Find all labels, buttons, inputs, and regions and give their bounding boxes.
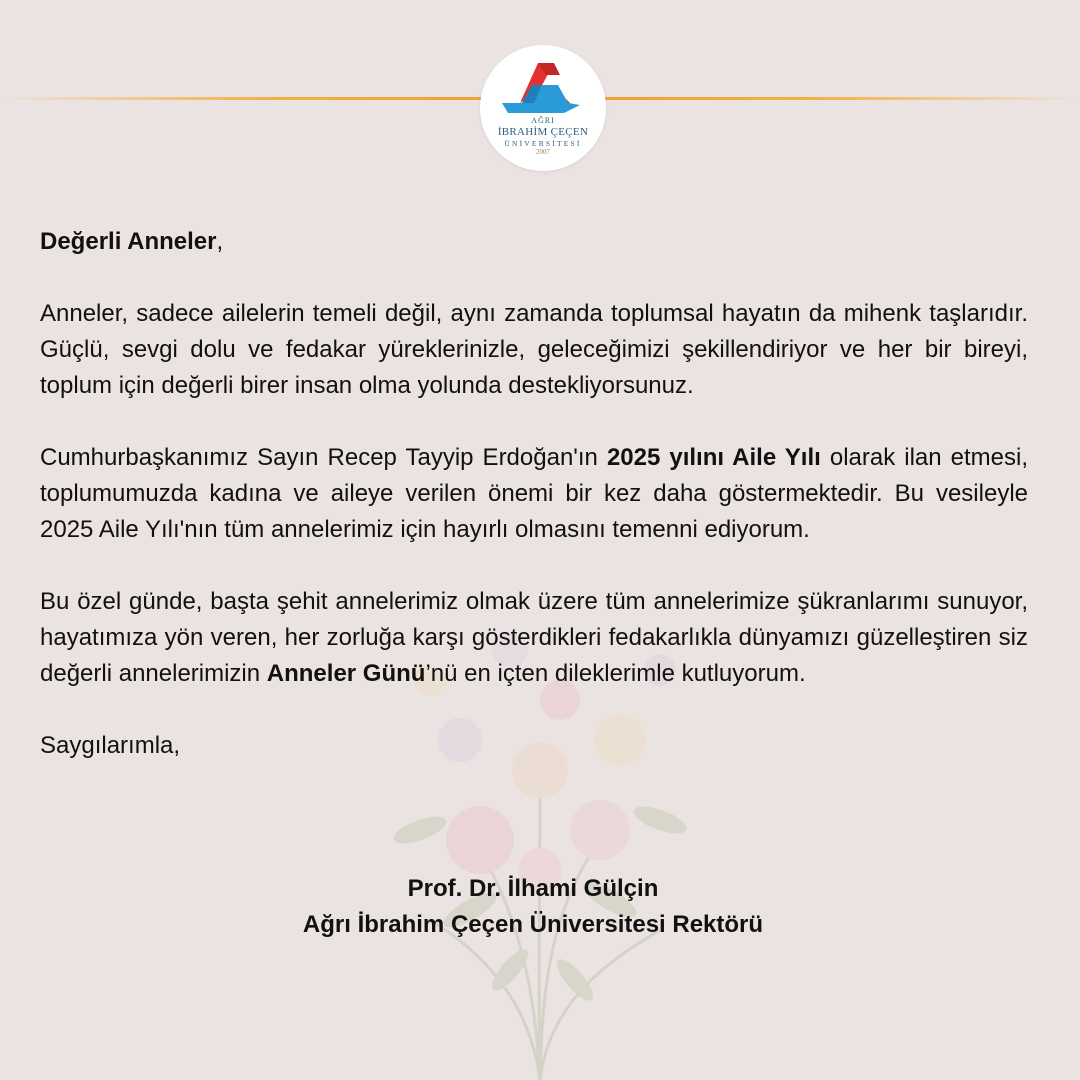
logo-text-name: İBRAHİM ÇEÇEN [497, 126, 589, 138]
logo-text-university: ÜNİVERSİTESİ [504, 139, 582, 148]
signature-name: Prof. Dr. İlhami Gülçin [407, 875, 659, 902]
paragraph-3 [40, 584, 1028, 692]
signature-block [0, 871, 1066, 943]
paragraph-2 [40, 440, 1028, 548]
paragraph-1: Anneler, sadece ailelerin temeli değil, aynı zamanda toplumsal hayatın da mihenk taşlarıdır. Güçlü, sevgi dolu ve fedakar yüreklerinizle, geleceğimizi şekillendiriyor ve her bir bireyi, toplum için değerli birer insan olma yolunda destekliyorsunuz. [40, 300, 1028, 399]
salutation-comma: , [216, 228, 224, 255]
paragraph-3-bold: Anneler Günü [266, 660, 426, 687]
paragraph-2-part-a: Cumhurbaşkanımız Sayın Recep Tayyip Erdoğan'ın [40, 444, 607, 471]
paragraph-3-part-a: Bu özel günde, başta şehit annelerimiz olmak üzere tüm annelerimize şükranlarımı sunuyor, hayatımıza yön veren, her zorluğa karşı gösterdikleri fedakarlıkla dünyamızı güzelleştiren siz değerli annelerimizin [40, 588, 1028, 687]
salutation [40, 224, 1028, 260]
letter-body [40, 224, 1028, 800]
paragraph-2-bold: 2025 yılını Aile Yılı [606, 444, 821, 471]
paragraph-2-part-b: olarak ilan etmesi, toplumumuzda kadına ve aileye verilen önemi bir kez daha göstermektedir. Bu vesileyle 2025 Aile Yılı'nın tüm annelerimiz için hayırlı olmasını temenni ediyorum. [40, 444, 1029, 543]
closing: Saygılarımla, [40, 732, 181, 759]
logo-mark-icon [498, 59, 588, 117]
signature-title: Ağrı İbrahim Çeçen Üniversitesi Rektörü [302, 911, 764, 938]
logo-text-year: 2007 [536, 148, 550, 156]
logo-text-city: AĞRI [531, 116, 555, 125]
paragraph-3-part-b: ’nü en içten dileklerimle kutluyorum. [425, 660, 806, 687]
salutation-bold: Değerli Anneler [40, 228, 217, 255]
university-logo [480, 45, 606, 171]
